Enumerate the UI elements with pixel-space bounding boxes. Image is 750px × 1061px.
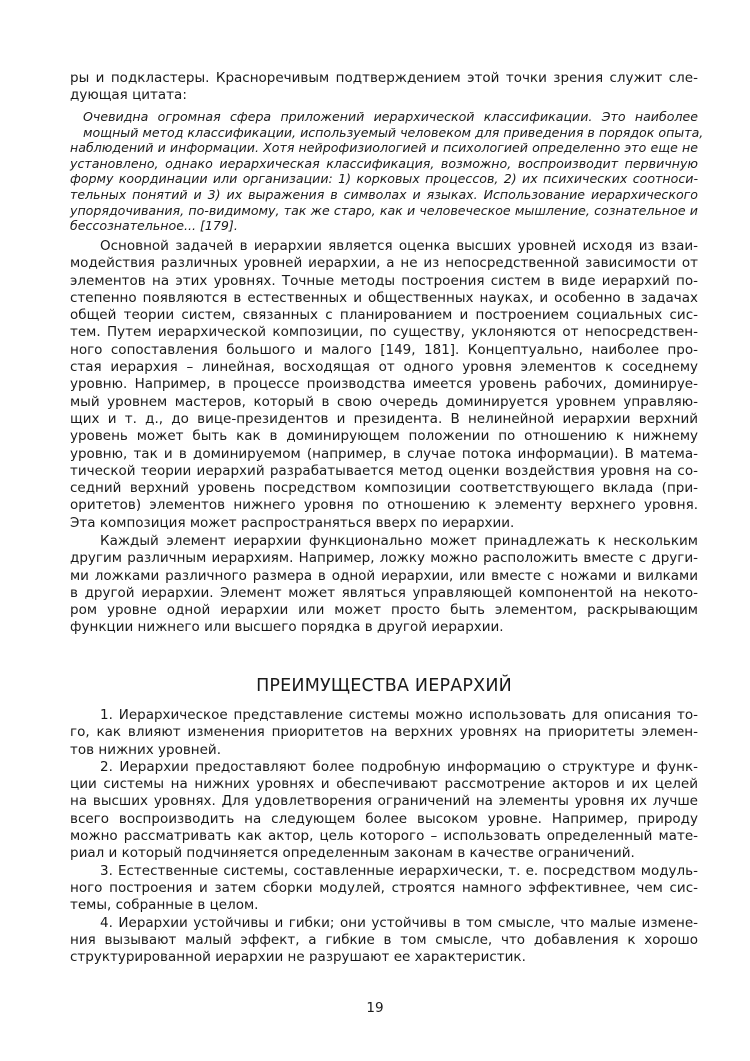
quote-line: наблюдений и информации. Хотя нейрофизиологией и психологией определенно это еще не (70, 140, 698, 156)
quote-line: тельных понятий и 3) их выражения в символах и языках. Использование иерархического (70, 186, 698, 202)
text-line: тем. Путем иерархической композиции, по существу, уклоняются от непосредствен- (70, 324, 698, 341)
text-line: мый уровнем мастеров, который в свою очередь доминируется уровнем управляю- (70, 393, 698, 410)
list-item-line: 1. Иерархическое представление системы можно использовать для описания то- (100, 707, 698, 723)
paragraph-2 (70, 533, 698, 637)
list-item-line: на высших уровнях. Для удовлетворения ограничений на элементы уровня их лучше (70, 793, 698, 810)
list-item-line: 3. Естественные системы, составленные иерархически, т. е. посредством модуль- (100, 862, 698, 879)
advantages-list (70, 707, 698, 966)
list-item-line: ции системы на нижних уровнях и обеспечивают рассмотрение акторов и их целей (70, 776, 698, 793)
quote-block (70, 109, 704, 234)
list-item-line: всего воспроизводить на следующем более высоком уровне. Например, природу (70, 810, 698, 827)
intro-text (70, 70, 698, 105)
text-line: стая иерархия – линейная, восходящая от одного уровня элементов к соседнему (70, 359, 698, 376)
quote-line: установлено, однако иерархическая классификация, возможно, воспроизводит первичную (70, 155, 698, 171)
text-line: ми ложками различного размера в одной иерархии, или вместе с ножами и вилками (70, 567, 698, 584)
list-item-line: ния вызывают малый эффект, а гибкие в том смысле, что добавления к хорошо (70, 931, 698, 948)
text-line: степенно появляются в естественных и общественных науках, и особенно в задачах (70, 289, 698, 306)
list-item-line: 2. Иерархии предоставляют более подробную информацию о структуре и функ- (100, 758, 698, 775)
list-item-line: можно рассматривать как актор, цель которого – использовать определенный мате- (70, 828, 698, 845)
page-number: 19 (366, 1000, 384, 1016)
text-line: Каждый элемент иерархии функционально может принадлежать к нескольким (100, 533, 698, 549)
text-line: общей теории систем, связанных с планированием и построением социальных сис- (70, 307, 698, 324)
text-line: элементов на этих уровнях. Точные методы построения систем в виде иерархий по- (70, 272, 698, 289)
text-line: седний верхний уровень посредством композиции соответствующего вклада (при- (70, 480, 698, 497)
text-line: другим различным иерархиям. Например, ложку можно расположить вместе с други- (70, 550, 698, 567)
text-line: щих и т. д., до вице-президентов и президента. В нелинейной иерархии верхний (70, 410, 698, 427)
list-item-line: структурированной иерархии не разрушают ее характеристик. (70, 949, 526, 966)
text-line: ром уровне одной иерархии или может просто быть элементом, раскрывающим (70, 602, 698, 619)
text-line: уровень может быть как в доминирующем положении по отношению к нижнему (70, 428, 698, 445)
text-line: Эта композиция может распространяться вверх по иерархии. (70, 514, 515, 531)
text-line: функции нижнего или высшего порядка в другой иерархии. (70, 619, 504, 636)
quote-line: мощный метод классификации, используемый человеком для приведения в порядок опыта, (83, 124, 704, 140)
list-item-line: го, как влияют изменения приоритетов на верхних уровнях на приоритеты элемен- (70, 724, 698, 741)
section-heading: ПРЕИМУЩЕСТВА ИЕРАРХИЙ (256, 676, 512, 696)
quote-line: Очевидна огромная сфера приложений иерархической классификации. Это наиболее (83, 109, 698, 124)
text-line: дующая цитата: (70, 87, 187, 104)
text-line: Основной задачей в иерархии является оценка высших уровней исходя из взаи- (100, 238, 698, 254)
list-item-line: риал и который подчиняется определенным законам в качестве ограничений. (70, 845, 635, 862)
text-line: в другой иерархии. Элемент может являться управляющей компонентой на некото- (70, 584, 698, 601)
text-line: ры и подкластеры. Красноречивым подтверждением этой точки зрения служит сле- (70, 70, 698, 86)
quote-line: бессознательное... [179]. (70, 218, 238, 234)
text-line: тической теории иерархий разрабатывается метод оценки воздействия уровня на со- (70, 462, 698, 479)
quote-line: упорядочивания, по-видимому, так же старо, как и человеческое мышление, сознательное и (70, 202, 698, 218)
paragraph-1 (70, 238, 698, 532)
text-line: ного сопоставления большого и малого [149, 181]. Концептуально, наиболее про- (70, 341, 698, 358)
list-item-line: 4. Иерархии устойчивы и гибки; они устойчивы в том смысле, что малые измене- (100, 914, 698, 931)
list-item-line: ного построения и затем сборки модулей, строятся намного эффективнее, чем сис- (70, 879, 698, 896)
list-item-line: темы, собранные в целом. (70, 897, 259, 914)
text-line: уровню. Например, в процессе производства имеется уровень рабочих, доминируе- (70, 376, 698, 393)
text-line: оритетов) элементов нижнего уровня по отношению к элементу верхнего уровня. (70, 497, 698, 514)
text-line: модействия различных уровней иерархии, а не из непосредственной зависимости от (70, 255, 698, 272)
quote-line: форму координации или организации: 1) корковых процессов, 2) их психических соотноси- (70, 171, 698, 187)
list-item-line: тов нижних уровней. (70, 741, 221, 758)
text-line: уровню, так и в доминируемом (например, в случае потока информации). В матема- (70, 445, 698, 462)
